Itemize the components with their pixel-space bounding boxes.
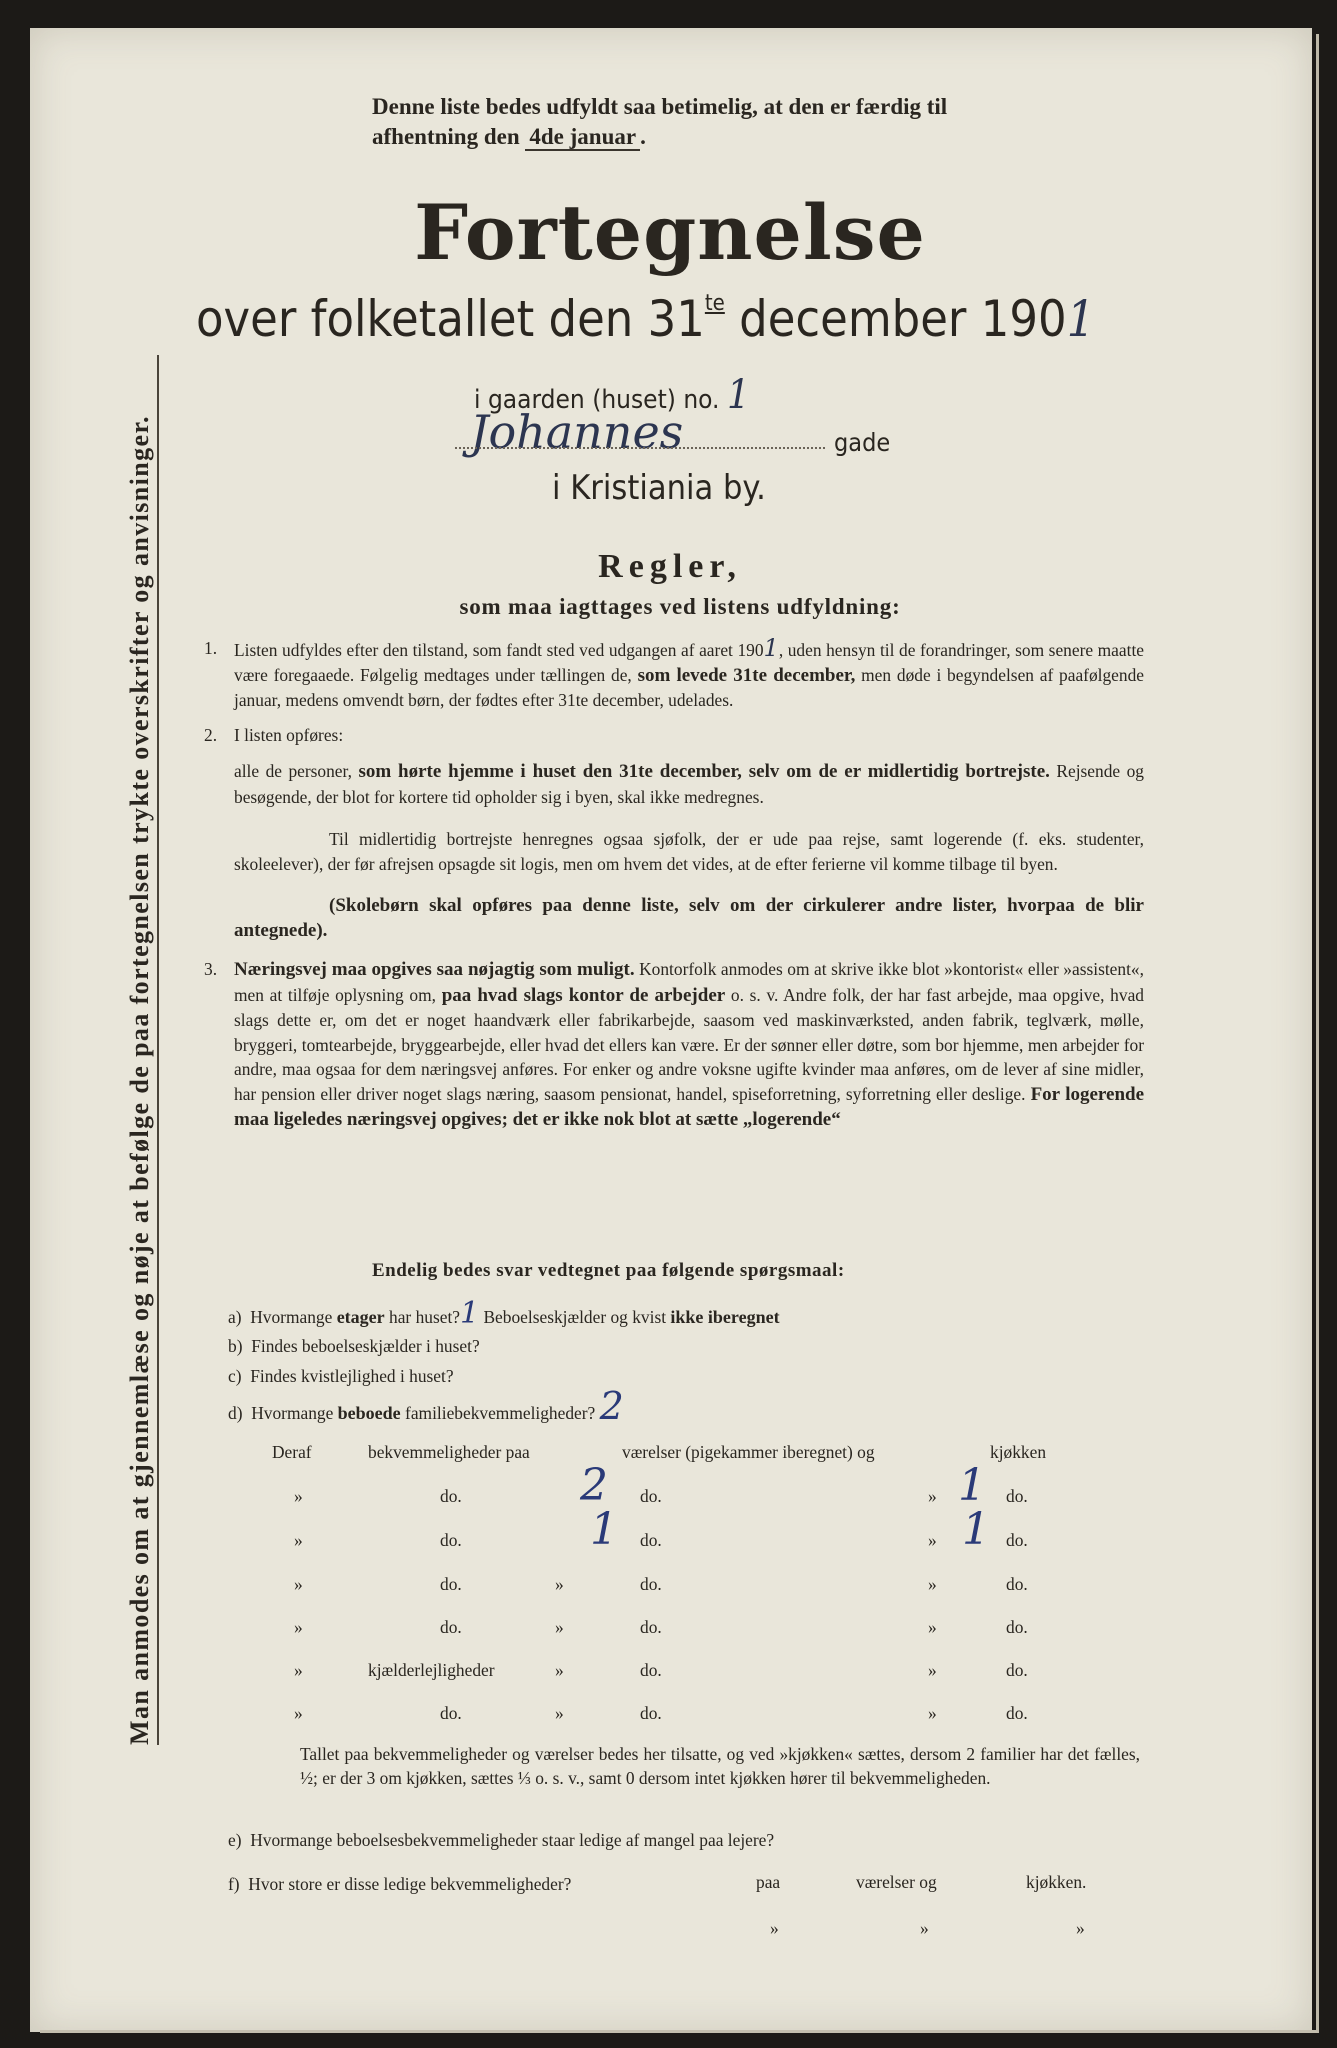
table-header-deraf: Deraf [272, 1442, 312, 1462]
street-dotted-line [455, 447, 825, 449]
table-row-6-do-2: do. [640, 1703, 662, 1723]
table-row-5-ditto-2: » [555, 1660, 564, 1680]
table-row-3-ditto-3: » [928, 1574, 937, 1594]
table-row-3-ditto-2: » [555, 1574, 564, 1594]
question-f-ditto-2: » [920, 1918, 929, 1938]
table-row-4-ditto: » [294, 1617, 303, 1637]
table-row-6-do-3: do. [1006, 1703, 1028, 1723]
table-header-kjokken: kjøkken [990, 1442, 1047, 1462]
side-instruction: Man anmodes om at gjennemlæse og nøje at befølge de paa fortegnelsen trykte overskrifter og anvisninger. [125, 355, 159, 1745]
table-row-5-do: do. [640, 1660, 662, 1680]
table-row-4-ditto-2: » [555, 1617, 564, 1637]
table-row-1-do-2: do. [640, 1486, 662, 1506]
table-row-5-ditto-3: » [928, 1660, 937, 1680]
table-row-1-do-3: do. [1006, 1486, 1028, 1506]
table-row-5-ditto: » [294, 1660, 303, 1680]
year-handwritten: 1 [1066, 290, 1096, 348]
notice-line-1: Denne liste bedes udfyldt saa betimelig, at den er færdig til [372, 94, 948, 119]
rules-subheading: som maa iagttages ved listens udfyldning: [459, 594, 901, 619]
table-row-1-ditto-2: » [928, 1486, 937, 1506]
questions-heading: Endelig bedes svar vedtegnet paa følgende spørgsmaal: [372, 1260, 845, 1281]
rule-1: 1. Listen udfyldes efter den tilstand, som fandt sted ved udgangen af aaret 1901, uden hensyn til de forandringer, som senere maatte være foregaaede. Følgelig medtages under tællingen de, som levede 31te december, men døde i begyndelsen af paafølgende januar, medens omvendt børn, der fødtes efter 31te december, udelades. [204, 634, 1145, 710]
table-row-3-ditto: » [294, 1574, 303, 1594]
table-row-1-ditto: » [294, 1486, 303, 1506]
question-d: d) Hvormange beboede familiebekvemmeligheder? 2 [228, 1384, 624, 1428]
rule-2: 2. I listen opføres: alle de personer, som hørte hjemme i huset den 31te december, selv om de er midlertidig bortrejste. Rejsende og besøgende, der blot for kortere tid opholder sig i byen, skal ikke medregnes. Til midlertidig bortrejste henregnes ogsaa sjøfolk, der er ude paa rejse, samt logerende (f. eks. studenter, skoleelever), der før afrejsen opsagde sit logis, men om hvem det vides, at de efter ferierne vil komme tilbage til byen. (Skolebørn skal opføres paa denne liste, selv om der cirkulerer andre lister, hvorpaa de blir antegnede). [204, 724, 1144, 941]
table-row-4-do-2: do. [640, 1617, 662, 1637]
table-row-6-ditto-3: » [928, 1703, 937, 1723]
question-a: a) Hvormange etager har huset?1 Beboelseskjælder og kvist ikke iberegnet [228, 1296, 780, 1331]
deadline-notice [372, 92, 1152, 152]
rules-list [204, 636, 1144, 1139]
table-row-3-do-3: do. [1006, 1574, 1028, 1594]
table-row-6-ditto-2: » [555, 1703, 564, 1723]
question-f-kjokken: kjøkken. [1026, 1872, 1087, 1892]
table-row-5-kjaelder: kjælderlejligheder [368, 1660, 495, 1680]
question-f-ditto-3: » [1076, 1918, 1085, 1938]
table-header-bekv: bekvemmeligheder paa [368, 1442, 530, 1462]
question-f: f) Hvor store er disse ledige bekvemmeligheder? [228, 1874, 572, 1894]
page-subtitle: over folketallet den $31^{te}$ december 1901 [196, 290, 1096, 348]
rule-3: 3. Næringsvej maa opgives saa nøjagtig som muligt. Kontorfolk anmodes om at skrive ikke blot »kontorist« eller »assistent«, men at tilføje oplysning om, paa hvad slags kontor de arbejder o. s. v. Andre folk, der har fast arbejde, maa opgive, hvad slags dette er, om det er noget haandværk eller fabrikarbejde, saasom ved maskinværksted, anden fabrik, teglværk, mølle, bryggeri, tomtearbejde, bryggearbejde, eller hvad det ellers kan være. Er der sønner eller døtre, som bor hjemme, men arbejder for andre, maa ogsaa for dem næringsvej anføres. For enker og andre voksne ugifte kvinder maa anføres, om de lever af sine midler, har pension eller driver noget slags næring, saasom pensionat, handel, spiseforretning, syforretning eller deslige. For logerende maa ligeledes næringsvej opgives; det er ikke nok blot at sætte „logerende“ [204, 959, 1145, 1130]
table-row-4-do-3: do. [1006, 1617, 1028, 1637]
table-row-2-rooms: 1 [590, 1504, 618, 1555]
table-row-4-do: do. [440, 1617, 462, 1637]
table-row-2-do-3: do. [1006, 1530, 1028, 1550]
table-row-2-kitchen: 1 [962, 1504, 990, 1555]
table-row-3-do-2: do. [640, 1574, 662, 1594]
question-e: e) Hvormange beboelsesbekvemmeligheder staar ledige af mangel paa lejere? [228, 1830, 775, 1850]
table-row-5-do-2: do. [1006, 1660, 1028, 1680]
gade-label: gade [834, 428, 891, 457]
question-f-vaerelser: værelser og [856, 1872, 937, 1892]
table-row-3-do: do. [440, 1574, 462, 1594]
table-row-1-do: do. [440, 1486, 462, 1506]
table-row-2-do-2: do. [640, 1530, 662, 1550]
table-row-2-ditto-2: » [928, 1530, 937, 1550]
table-header-vaerelser: værelser (pigekammer iberegnet) og [622, 1442, 875, 1462]
table-row-1-kitchen: 1 [958, 1460, 986, 1511]
question-f-ditto-1: » [770, 1918, 779, 1938]
house-number: 1 [726, 372, 750, 418]
table-note: Tallet paa bekvemmeligheder og værelser bedes her tilsatte, og ved »kjøkken« sættes, dersom 2 familier har det fælles, ½; er der 3 om kjøkken, sættes ⅓ o. s. v., samt 0 dersom intet kjøkken hører til bekvemmeligheden. [300, 1744, 1140, 1788]
table-row-2-do: do. [440, 1530, 462, 1550]
city-line: i Kristiania by. [552, 468, 766, 508]
notice-line-2: afhentning den 4de januar . [372, 124, 646, 149]
table-row-1-rooms: 2 [580, 1460, 608, 1511]
rules-heading: Regler, [598, 548, 742, 585]
table-row-6-do: do. [440, 1703, 462, 1723]
answer-d: 2 [599, 1384, 624, 1428]
gaarden-line: i gaarden (huset) no. 1 [474, 372, 750, 418]
question-b: b) Findes beboelseskjælder i huset? [228, 1336, 480, 1356]
table-row-4-ditto-3: » [928, 1617, 937, 1637]
question-c: c) Findes kvistlejlighed i huset? [228, 1366, 454, 1386]
deadline-date: 4de januar [525, 124, 640, 151]
answer-a: 1 [460, 1296, 480, 1331]
page-title: Fortegnelse [414, 188, 926, 277]
question-f-paa: paa [756, 1872, 781, 1892]
street-name-handwritten: Johannes [470, 405, 684, 459]
table-row-2-ditto: » [294, 1530, 303, 1550]
table-row-6-ditto: » [294, 1703, 303, 1723]
